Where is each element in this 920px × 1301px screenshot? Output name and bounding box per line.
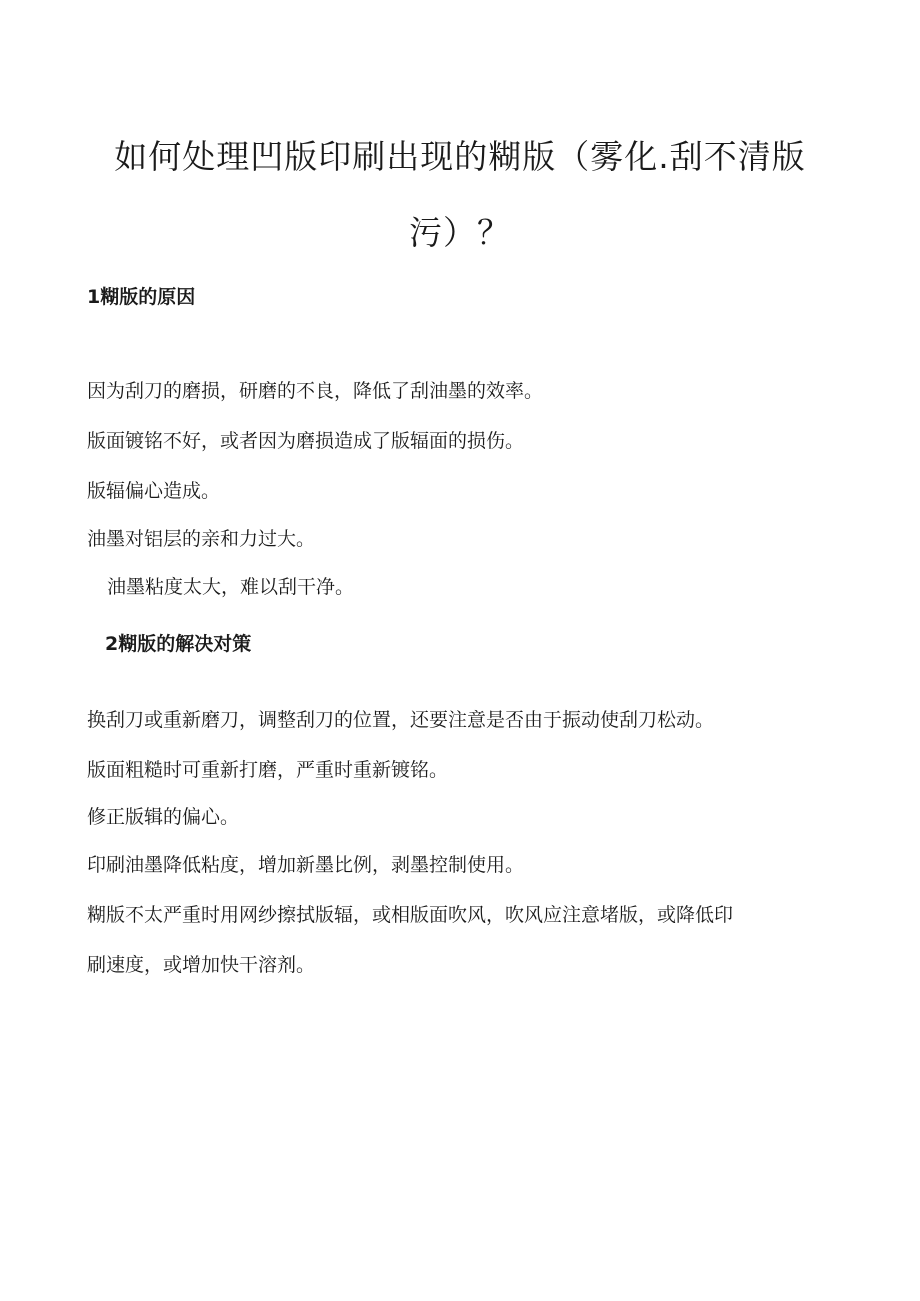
- section-1-paragraph: 油墨对铝层的亲和力过大。: [87, 528, 316, 550]
- section-2-paragraph: 印刷油墨降低粘度，增加新墨比例，剥墨控制使用。: [87, 854, 525, 876]
- section-2-paragraph: 刷速度，或增加快干溶剂。: [87, 954, 316, 976]
- section-2-paragraph: 糊版不太严重时用网纱擦拭版辐，或相版面吹风，吹风应注意堵版，或降低印: [87, 904, 734, 926]
- document-title-line-1: 如何处理凹版印刷出现的糊版（雾化.刮不清版: [114, 137, 806, 176]
- section-1-heading: 1糊版的原因: [87, 286, 196, 308]
- section-1-paragraph: 版辐偏心造成。: [87, 480, 221, 502]
- section-2-paragraph: 换刮刀或重新磨刀，调整刮刀的位置，还要注意是否由于振动使刮刀松动。: [87, 709, 715, 731]
- section-1-paragraph: 因为刮刀的磨损，研磨的不良，降低了刮油墨的效率。: [87, 380, 544, 402]
- section-1-paragraph: 版面镀铭不好，或者因为磨损造成了版辐面的损伤。: [87, 430, 525, 452]
- section-2-paragraph: 修正版辑的偏心。: [87, 806, 240, 828]
- document-title-line-2: 污）？: [409, 213, 511, 252]
- section-2-heading: 2糊版的解决对策: [105, 633, 252, 655]
- section-1-paragraph: 油墨粘度太大，难以刮干净。: [107, 576, 355, 598]
- section-2-paragraph: 版面粗糙时可重新打磨，严重时重新镀铭。: [87, 759, 449, 781]
